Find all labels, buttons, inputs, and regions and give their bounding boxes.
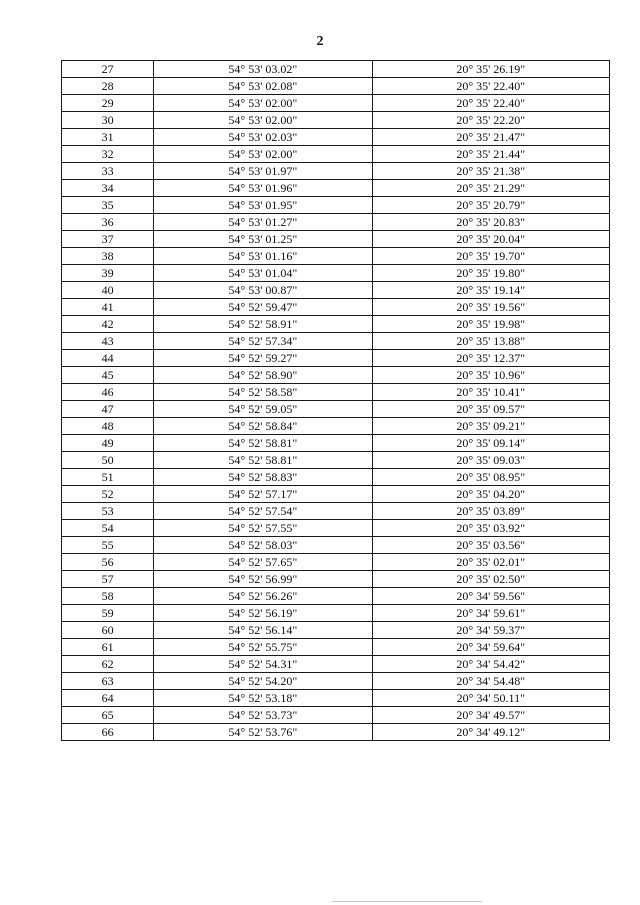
- longitude-cell: 20° 35' 10.41": [372, 384, 609, 401]
- table-row: [62, 401, 610, 418]
- point-number-cell: 57: [62, 571, 154, 588]
- table-row: [62, 622, 610, 639]
- longitude-cell: 20° 34' 59.64": [372, 639, 609, 656]
- latitude-cell: 54° 52' 58.81": [154, 452, 372, 469]
- latitude-cell: 54° 53' 01.16": [154, 248, 372, 265]
- table-row: [62, 248, 610, 265]
- point-number-cell: 29: [62, 95, 154, 112]
- latitude-cell: 54° 52' 59.47": [154, 299, 372, 316]
- latitude-cell: 54° 53' 00.87": [154, 282, 372, 299]
- latitude-cell: 54° 53' 01.27": [154, 214, 372, 231]
- point-number-cell: 49: [62, 435, 154, 452]
- table-row: [62, 333, 610, 350]
- latitude-cell: 54° 53' 02.00": [154, 112, 372, 129]
- longitude-cell: 20° 35' 22.40": [372, 95, 609, 112]
- point-number-cell: 61: [62, 639, 154, 656]
- longitude-cell: 20° 34' 59.37": [372, 622, 609, 639]
- latitude-cell: 54° 52' 57.54": [154, 503, 372, 520]
- latitude-cell: 54° 52' 56.99": [154, 571, 372, 588]
- latitude-cell: 54° 53' 01.25": [154, 231, 372, 248]
- latitude-cell: 54° 53' 01.04": [154, 265, 372, 282]
- point-number-cell: 40: [62, 282, 154, 299]
- point-number-cell: 62: [62, 656, 154, 673]
- longitude-cell: 20° 34' 59.61": [372, 605, 609, 622]
- table-row: [62, 214, 610, 231]
- table-row: [62, 95, 610, 112]
- latitude-cell: 54° 52' 57.55": [154, 520, 372, 537]
- point-number-cell: 31: [62, 129, 154, 146]
- longitude-cell: 20° 35' 03.89": [372, 503, 609, 520]
- latitude-cell: 54° 52' 57.34": [154, 333, 372, 350]
- point-number-cell: 35: [62, 197, 154, 214]
- latitude-cell: 54° 53' 01.95": [154, 197, 372, 214]
- point-number-cell: 55: [62, 537, 154, 554]
- table-row: [62, 656, 610, 673]
- latitude-cell: 54° 52' 54.20": [154, 673, 372, 690]
- point-number-cell: 33: [62, 163, 154, 180]
- latitude-cell: 54° 52' 56.14": [154, 622, 372, 639]
- latitude-cell: 54° 52' 59.05": [154, 401, 372, 418]
- longitude-cell: 20° 34' 50.11": [372, 690, 609, 707]
- table-row: [62, 78, 610, 95]
- table-row: [62, 520, 610, 537]
- table-row: [62, 129, 610, 146]
- latitude-cell: 54° 52' 57.17": [154, 486, 372, 503]
- point-number-cell: 64: [62, 690, 154, 707]
- table-row: [62, 231, 610, 248]
- latitude-cell: 54° 52' 59.27": [154, 350, 372, 367]
- latitude-cell: 54° 53' 03.02": [154, 61, 372, 78]
- coordinates-table: [61, 60, 610, 741]
- page-number: 2: [316, 34, 324, 49]
- longitude-cell: 20° 35' 03.56": [372, 537, 609, 554]
- table-row: [62, 605, 610, 622]
- longitude-cell: 20° 35' 04.20": [372, 486, 609, 503]
- table-row: [62, 180, 610, 197]
- latitude-cell: 54° 52' 58.58": [154, 384, 372, 401]
- longitude-cell: 20° 35' 02.01": [372, 554, 609, 571]
- longitude-cell: 20° 35' 21.47": [372, 129, 609, 146]
- point-number-cell: 28: [62, 78, 154, 95]
- longitude-cell: 20° 35' 10.96": [372, 367, 609, 384]
- point-number-cell: 48: [62, 418, 154, 435]
- longitude-cell: 20° 34' 54.42": [372, 656, 609, 673]
- table-row: [62, 673, 610, 690]
- longitude-cell: 20° 35' 22.20": [372, 112, 609, 129]
- table-row: [62, 452, 610, 469]
- table-row: [62, 163, 610, 180]
- table-row: [62, 707, 610, 724]
- longitude-cell: 20° 34' 54.48": [372, 673, 609, 690]
- table-row: [62, 61, 610, 78]
- longitude-cell: 20° 35' 19.56": [372, 299, 609, 316]
- table-row: [62, 537, 610, 554]
- table-row: [62, 418, 610, 435]
- table-row: [62, 367, 610, 384]
- latitude-cell: 54° 53' 02.00": [154, 146, 372, 163]
- longitude-cell: 20° 34' 49.57": [372, 707, 609, 724]
- latitude-cell: 54° 52' 57.65": [154, 554, 372, 571]
- table-row: [62, 197, 610, 214]
- page-bottom-mark: [332, 901, 482, 902]
- point-number-cell: 46: [62, 384, 154, 401]
- point-number-cell: 32: [62, 146, 154, 163]
- point-number-cell: 50: [62, 452, 154, 469]
- table-row: [62, 469, 610, 486]
- table-row: [62, 571, 610, 588]
- longitude-cell: 20° 35' 19.70": [372, 248, 609, 265]
- table-row: [62, 486, 610, 503]
- latitude-cell: 54° 52' 54.31": [154, 656, 372, 673]
- point-number-cell: 65: [62, 707, 154, 724]
- point-number-cell: 63: [62, 673, 154, 690]
- point-number-cell: 30: [62, 112, 154, 129]
- point-number-cell: 37: [62, 231, 154, 248]
- latitude-cell: 54° 52' 53.76": [154, 724, 372, 741]
- point-number-cell: 27: [62, 61, 154, 78]
- latitude-cell: 54° 52' 53.18": [154, 690, 372, 707]
- point-number-cell: 52: [62, 486, 154, 503]
- table-row: [62, 588, 610, 605]
- point-number-cell: 44: [62, 350, 154, 367]
- latitude-cell: 54° 52' 58.90": [154, 367, 372, 384]
- longitude-cell: 20° 35' 12.37": [372, 350, 609, 367]
- latitude-cell: 54° 53' 01.97": [154, 163, 372, 180]
- table-row: [62, 639, 610, 656]
- longitude-cell: 20° 35' 02.50": [372, 571, 609, 588]
- longitude-cell: 20° 35' 20.04": [372, 231, 609, 248]
- point-number-cell: 39: [62, 265, 154, 282]
- longitude-cell: 20° 35' 22.40": [372, 78, 609, 95]
- longitude-cell: 20° 35' 20.79": [372, 197, 609, 214]
- longitude-cell: 20° 35' 19.14": [372, 282, 609, 299]
- longitude-cell: 20° 35' 09.57": [372, 401, 609, 418]
- latitude-cell: 54° 52' 58.84": [154, 418, 372, 435]
- point-number-cell: 43: [62, 333, 154, 350]
- longitude-cell: 20° 34' 49.12": [372, 724, 609, 741]
- longitude-cell: 20° 35' 21.44": [372, 146, 609, 163]
- latitude-cell: 54° 53' 02.00": [154, 95, 372, 112]
- table-row: [62, 299, 610, 316]
- table-row: [62, 282, 610, 299]
- latitude-cell: 54° 52' 58.03": [154, 537, 372, 554]
- point-number-cell: 66: [62, 724, 154, 741]
- table-row: [62, 112, 610, 129]
- table-row: [62, 384, 610, 401]
- point-number-cell: 47: [62, 401, 154, 418]
- latitude-cell: 54° 52' 55.75": [154, 639, 372, 656]
- longitude-cell: 20° 34' 59.56": [372, 588, 609, 605]
- point-number-cell: 42: [62, 316, 154, 333]
- longitude-cell: 20° 35' 13.88": [372, 333, 609, 350]
- point-number-cell: 58: [62, 588, 154, 605]
- latitude-cell: 54° 53' 02.08": [154, 78, 372, 95]
- longitude-cell: 20° 35' 08.95": [372, 469, 609, 486]
- point-number-cell: 51: [62, 469, 154, 486]
- longitude-cell: 20° 35' 19.98": [372, 316, 609, 333]
- latitude-cell: 54° 53' 02.03": [154, 129, 372, 146]
- longitude-cell: 20° 35' 26.19": [372, 61, 609, 78]
- latitude-cell: 54° 52' 56.26": [154, 588, 372, 605]
- latitude-cell: 54° 52' 58.91": [154, 316, 372, 333]
- point-number-cell: 60: [62, 622, 154, 639]
- coordinates-table-body: [62, 61, 610, 741]
- point-number-cell: 38: [62, 248, 154, 265]
- longitude-cell: 20° 35' 03.92": [372, 520, 609, 537]
- longitude-cell: 20° 35' 21.38": [372, 163, 609, 180]
- table-row: [62, 265, 610, 282]
- table-row: [62, 435, 610, 452]
- longitude-cell: 20° 35' 19.80": [372, 265, 609, 282]
- table-row: [62, 350, 610, 367]
- latitude-cell: 54° 52' 58.83": [154, 469, 372, 486]
- longitude-cell: 20° 35' 20.83": [372, 214, 609, 231]
- point-number-cell: 45: [62, 367, 154, 384]
- latitude-cell: 54° 52' 56.19": [154, 605, 372, 622]
- longitude-cell: 20° 35' 09.21": [372, 418, 609, 435]
- table-row: [62, 316, 610, 333]
- longitude-cell: 20° 35' 09.14": [372, 435, 609, 452]
- point-number-cell: 34: [62, 180, 154, 197]
- table-row: [62, 554, 610, 571]
- point-number-cell: 59: [62, 605, 154, 622]
- table-row: [62, 724, 610, 741]
- longitude-cell: 20° 35' 21.29": [372, 180, 609, 197]
- table-row: [62, 503, 610, 520]
- point-number-cell: 54: [62, 520, 154, 537]
- point-number-cell: 56: [62, 554, 154, 571]
- table-row: [62, 690, 610, 707]
- latitude-cell: 54° 52' 58.81": [154, 435, 372, 452]
- latitude-cell: 54° 53' 01.96": [154, 180, 372, 197]
- point-number-cell: 36: [62, 214, 154, 231]
- longitude-cell: 20° 35' 09.03": [372, 452, 609, 469]
- point-number-cell: 53: [62, 503, 154, 520]
- latitude-cell: 54° 52' 53.73": [154, 707, 372, 724]
- point-number-cell: 41: [62, 299, 154, 316]
- table-row: [62, 146, 610, 163]
